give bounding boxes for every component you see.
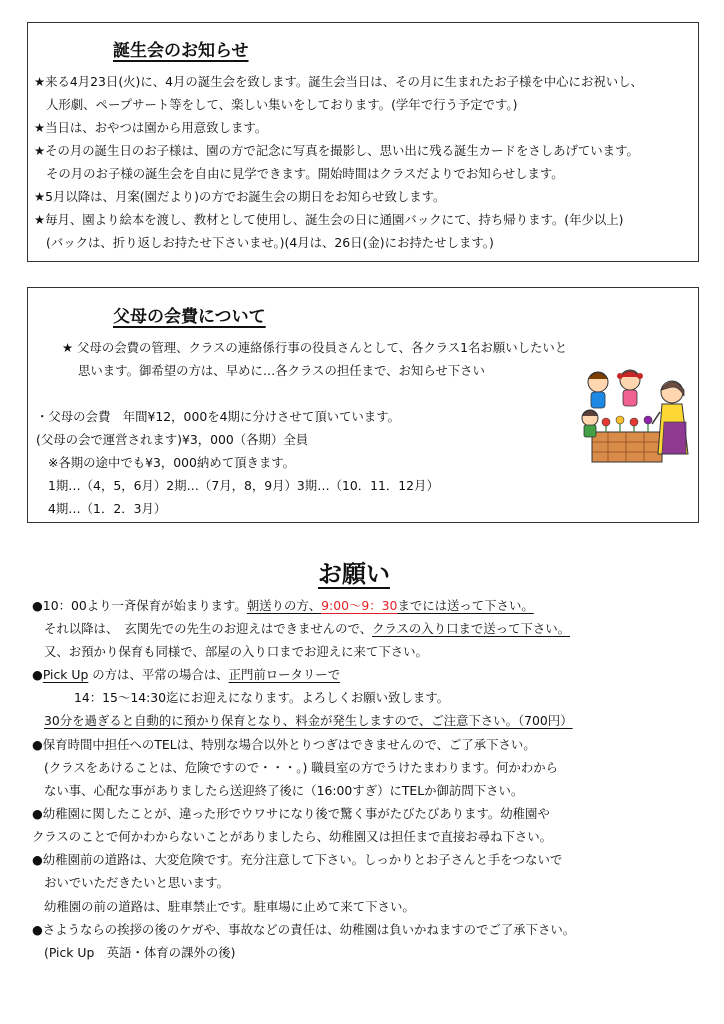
request-line-14: 幼稚園の前の道路は、駐車禁止です。駐車場に止めて来て下さい。 <box>44 899 415 914</box>
request-line-1b: 朝送りの方、 <box>246 598 322 613</box>
request-line-8: (クラスをあけることは、危険ですので・・・。) 職員室の方でうけたまわります。何かわから <box>44 760 559 775</box>
request-line-4 <box>32 666 340 684</box>
request-line-6: 30分を過ぎると自動的に預かり保育となり、料金が発生しますので、ご注意下さい。（700円） <box>44 713 573 728</box>
request-line-2b: クラスの入り口まで送って下さい。 <box>372 621 570 636</box>
birthday-line-7: ★毎月、園より絵本を渡し、教材として使用し、誕生会の日に通園バックにて、持ち帰ります。(年少以上) <box>34 212 624 227</box>
request-line-4d: 正門前ロータリーで <box>228 667 341 682</box>
request-line-5: 14：15〜14:30迄にお迎えになります。よろしくお願い致します。 <box>74 690 450 705</box>
parent-fee-title: 父母の会費について <box>113 307 266 327</box>
fee-line-5: ※各期の途中でも¥3，000納めて頂きます。 <box>48 455 296 470</box>
fee-line-3: ・父母の会費 年間¥12，000を4期に分けさせて頂いています。 <box>36 409 400 424</box>
fee-line-2: 思います。御希望の方は、早めに…各クラスの担任まで、お知らせ下さい <box>78 363 485 378</box>
request-line-4a: ● <box>32 667 43 682</box>
request-line-3: 又、お預かり保育も同様で、部屋の入り口までお迎えに来て下さい。 <box>44 644 428 659</box>
request-line-4c: の方は、平常の場合は、 <box>88 667 229 682</box>
pick-up-label: Pick Up <box>42 667 89 682</box>
requests-title: お願い <box>318 560 390 588</box>
request-line-12: ●幼稚園前の道路は、大変危険です。充分注意して下さい。しっかりとお子さんと手をつないで <box>32 852 563 867</box>
request-line-2 <box>44 620 570 638</box>
request-line-11: クラスのことで何かわからないことがありましたら、幼稚園又は担任まで直接お尋ね下さい。 <box>32 829 553 844</box>
birthday-line-6: ★5月以降は、月案(園だより)の方でお誕生会の期日をお知らせ致します。 <box>34 189 446 204</box>
birthday-line-3: ★当日は、おやつは園から用意致します。 <box>34 120 268 135</box>
birthday-line-5: その月のお子様の誕生会を自由に見学できます。開始時間はクラスだよりでお知らせします。 <box>46 166 564 181</box>
request-line-1a: ●10：00より一斉保育が始まります。 <box>32 598 247 613</box>
request-line-9: ない事、心配な事がありましたら送迎終了後に（16:00すぎ）にTELか御訪問下さい。 <box>44 783 524 798</box>
fee-line-6: 1期…（4，5，6月）2期…（7月，8，9月）3期…（10．11．12月） <box>48 478 439 493</box>
request-line-2a: それ以降は、 玄関先での先生のお迎えはできませんので、 <box>44 621 373 636</box>
request-line-13: おいでいただきたいと思います。 <box>44 875 229 890</box>
request-line-15: ●さようならの挨拶の後のケガや、事故などの責任は、幼稚園は負いかねますのでご了承下さい。 <box>32 922 576 937</box>
fee-line-4: (父母の会で運営されます)¥3，000（各期）全員 <box>36 432 309 447</box>
request-line-7: ●保育時間中担任へのTELは、特別な場合以外とりつぎはできませんので、ご了承下さい。 <box>32 737 536 752</box>
request-line-10: ●幼稚園に関したことが、違った形でウワサになり後で驚く事がたびたびあります。幼稚園や <box>32 806 550 821</box>
request-line-1 <box>32 597 534 615</box>
request-line-1c: までには送って下さい。 <box>397 598 534 613</box>
birthday-line-2: 人形劇、ペープサート等をして、楽しい集いをしております。(学年で行う予定です。) <box>46 97 518 112</box>
fee-line-1: ★ 父母の会費の管理、クラスの連絡係行事の役員さんとして、各クラス1名お願いしたいと <box>62 340 568 355</box>
request-time-highlight: 9:00〜9：30 <box>321 598 398 613</box>
birthday-line-1: ★来る4月23日(火)に、4月の誕生会を致します。誕生会当日は、その月に生まれたお子様を中心にお祝いし、 <box>34 74 643 89</box>
birthday-line-8: (バックは、折り返しお持たせ下さいませ。)(4月は、26日(金)にお持たせします。) <box>46 235 494 250</box>
fee-line-7: 4期…（1．2．3月） <box>48 501 167 516</box>
children-flowers-illustration <box>578 362 690 470</box>
birthday-line-4: ★その月の誕生日のお子様は、園の方で記念に写真を撮影し、思い出に残る誕生カードをさしあげています。 <box>34 143 639 158</box>
birthday-notice-title: 誕生会のお知らせ <box>113 41 249 61</box>
request-line-16: (Pick Up 英語・体育の課外の後) <box>44 945 236 960</box>
